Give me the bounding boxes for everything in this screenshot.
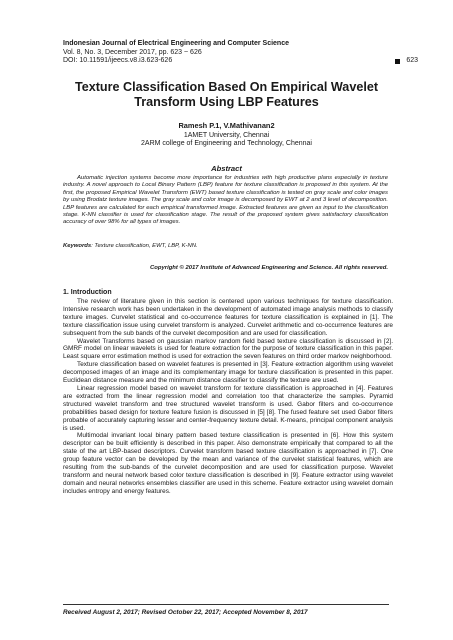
paper-title-line-2: Transform Using LBP Features	[134, 95, 319, 109]
paper-title	[40, 80, 413, 110]
introduction-body	[63, 298, 393, 496]
author-names: Ramesh P.1, V.Mathivanan2	[178, 121, 275, 130]
author-block	[40, 122, 413, 149]
journal-doi: DOI: 10.11591/ijeecs.v8.i3.623-626	[63, 57, 173, 64]
affiliation-2: 2ARM college of Engineering and Technology, Chennai	[141, 140, 312, 147]
keywords-text: : Texture classification, EWT, LBP, K-NN.	[91, 243, 198, 249]
paragraph: Linear regression model based on wavelet transform for texture classification is approached in [4]. Features are extracted from the linear regression model and correlation too that characterize the samples. Pyramid structured wavelet transform and tree structured wavelet transform is used. Gabor filters and co-occurrence probabilities based design for texture feature fusion is discussed in [5] [8]. The fused feature set used Gabor filters probable of accurately capturing lesser and center-frequency texture detail. K-means, principal component analysis is used.	[63, 384, 393, 432]
abstract-text: Automatic injection systems become more importance for industries with high productive plans especially in texture industry. A novel approach to Local Binary Pattern (LBP) feature for texture classification is proposed in this system. At the first, the proposed Empirical Wavelet Transform (EWT) based texture classification is tested on gray scale and color images by using Brodatz texture images. The gray scale and color image is decomposed by EWT at 2 and 3 level of decomposition. LBP features are calculated for each empirical transformed image. Extracted features are given as input to the classification stage. K-NN classifier is used for classification stage. The result of the proposed system gives satisfactory classification accuracy of over 98% for all types of images.	[63, 175, 388, 226]
copyright-notice: Copyright © 2017 Institute of Advanced Engineering and Science. All rights reserved.	[150, 265, 388, 271]
received-footer: Received August 2, 2017; Revised October 22, 2017; Accepted November 8, 2017	[63, 604, 389, 616]
journal-volume: Vol. 8, No. 3, December 2017, pp. 623 ~ 626	[63, 48, 202, 56]
section-heading: 1. Introduction	[63, 289, 112, 296]
abstract-heading: Abstract	[211, 164, 242, 173]
paragraph: The review of literature given in this section is centered upon various techniques for texture classification. Intensive research work has been undertaken in the development of automated image analysis methods to classify texture images. Curvelet statistical and co-occurrence features for texture classification is explained in [1]. The texture classification issue using curvelet transform is analyzed. Curvelet arithmetic and co-occurrence features are subsequent from the sub bands of the curvelet decomposition and are used for classification.	[63, 298, 393, 337]
paragraph: Multimodal invariant local binary pattern based texture classification is presented in [6]. How this system descriptor can be built efficiently is described in this paper. Also demonstrate empirically that compared to all the state of the art LBP-based descriptors. Curvelet transform based texture classification is approached in [7]. One group feature vector can be developed by the mean and variance of the curvelet statistical features, which are resulting from the sub-bands of the curvelet decomposition and are used for classification purpose. Wavelet transform and neural network based color texture classification is described in [9]. Feature extractor using wavelet domain and neural networks ensembles classifier are used in this scheme. Feature extractor using wavelet domain includes entropy and energy features.	[63, 432, 393, 495]
paragraph: Texture classification based on wavelet features is presented in [3]. Feature extraction algorithm using wavelet decomposed images of an image and its complementary image for texture classification is presented in this paper. Euclidean distance measure and the minimum distance classifier to classify the texture are used.	[63, 361, 393, 385]
paper-title-line-1: Texture Classification Based On Empirical Wavelet	[74, 80, 379, 94]
affiliation-1: 1AMET University, Chennai	[183, 131, 270, 139]
keywords-label: Keywords	[63, 243, 92, 249]
journal-header	[63, 40, 418, 66]
page-number: 623	[406, 57, 418, 64]
square-bullet-icon	[395, 59, 400, 64]
paragraph: Wavelet Transforms based on gaussian markov random field based texture classification is discussed in [2]. GMRF model on linear wavelets is used for feature extraction for the purpose of texture classification in this paper. Least square error estimation method is used for extraction the seven features on third order markov neighborhood.	[63, 337, 393, 361]
journal-name: Indonesian Journal of Electrical Engineering and Computer Science	[63, 40, 289, 47]
keywords	[63, 243, 388, 249]
